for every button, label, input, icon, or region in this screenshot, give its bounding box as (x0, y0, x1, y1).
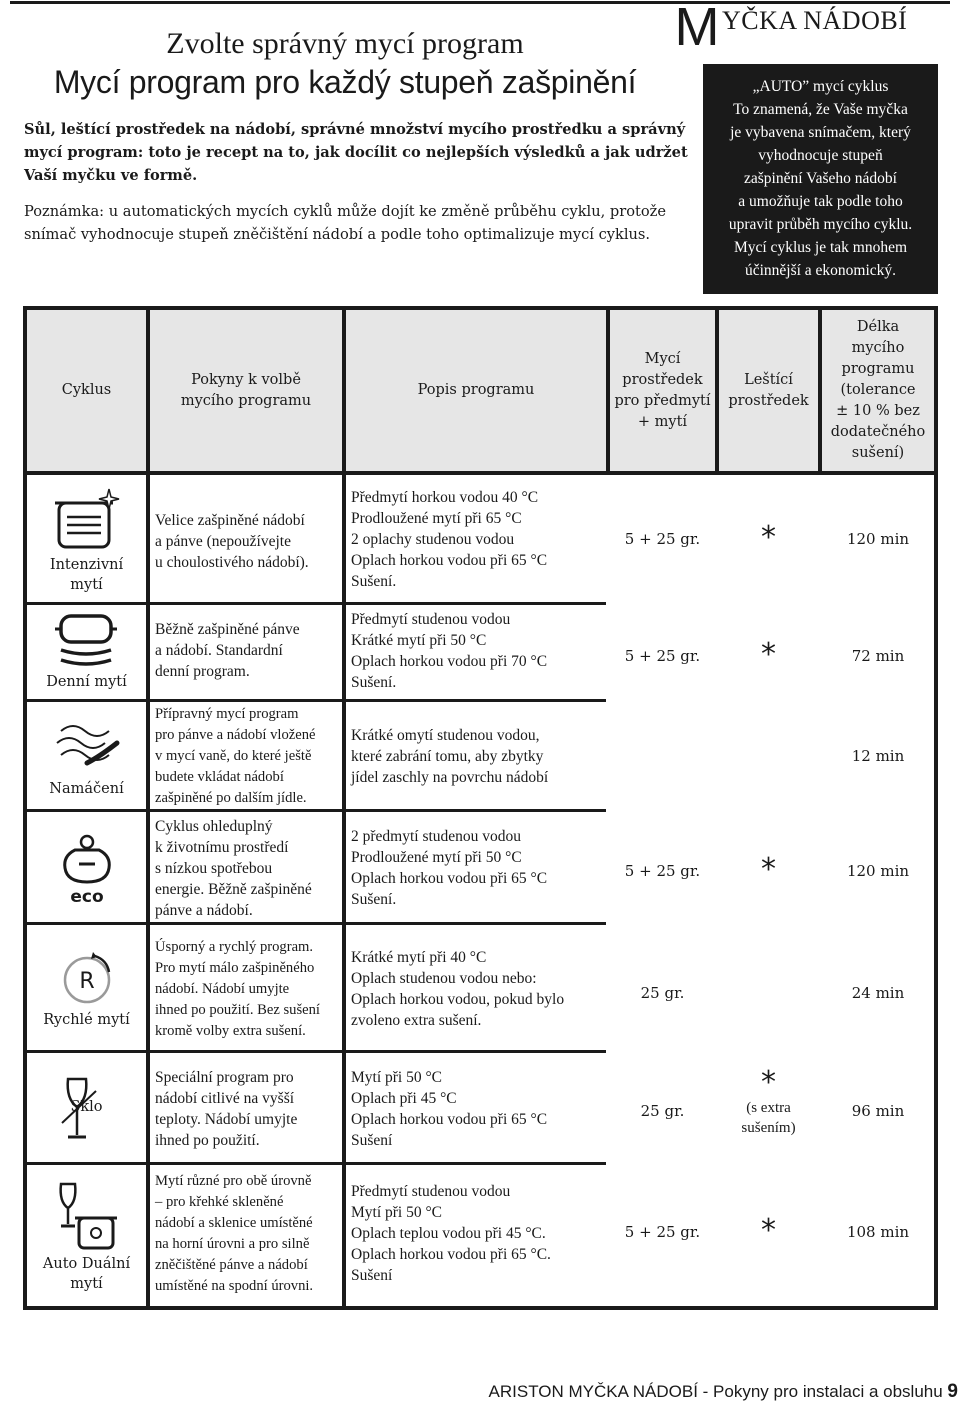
rinse-aid-note: (s extra sušením) (741, 1100, 796, 1136)
page-number: 9 (947, 1381, 958, 1402)
auto-box-line: účinnější a ekonomický. (744, 262, 897, 279)
header-description: Popis programu (346, 310, 606, 471)
svg-text:eco: eco (69, 887, 104, 904)
cycle-name: Auto Duální mytí (42, 1255, 131, 1292)
page-footer (489, 1381, 958, 1403)
note-paragraph: Poznámka: u automatických mycích cyklů může dojít ke změně průběhu cyklu, protože snímač vyhodnocuje stupeň zněčištění nádobí a podle toho optimalizuje mycí cyklus. (24, 203, 666, 243)
row-description: Předmytí horkou vodou 40 °C Prodloužené mytí při 65 °C 2 oplachy studenou vodou Oplach horkou vodou při 65 °C Sušení. (346, 477, 606, 602)
page-subtitle: Mycí program pro každý stupeň zašpinění (53, 64, 637, 100)
auto-box-line: upravit průběh mycího cyklu. (728, 216, 913, 233)
eco-icon (57, 830, 117, 904)
auto-box-line: je vybavena snímačem, který (730, 124, 911, 141)
table-row (27, 477, 146, 602)
row-duration: 108 min (822, 1218, 934, 1246)
intro-paragraph: Sůl, leštící prostředek na nádobí, správné množství mycího prostředku a správný mycí program: toto je recept na to, jak docílit co nejlepších výsledků a jak udržet Vaší myčku ve formě. (24, 121, 688, 184)
header-cycle: Cyklus (27, 310, 146, 471)
header-instructions: Pokyny k volbě mycího programu (150, 310, 342, 471)
row-detergent: 5 + 25 gr. (610, 1218, 715, 1246)
daily-dish-icon (49, 612, 125, 672)
auto-box-line: To znamená, že Vaše myčka (733, 101, 908, 118)
row-description: Předmytí studenou vodou Krátké mytí při 50 °C Oplach horkou vodou při 70 °C Sušení. (346, 605, 606, 699)
row-detergent: 5 + 25 gr. (610, 642, 715, 670)
cycle-name: Sklo (70, 1098, 103, 1115)
rapid-r-icon (57, 946, 117, 1010)
row-instructions: Úsporný a rychlý program. Pro mytí málo zašpiněného nádobí. Nádobí umyjte ihned po použití. Bez sušení kromě volby extra sušení. (150, 925, 342, 1050)
page-title: Zvolte správný mycí program (166, 27, 524, 60)
soak-waves-icon (47, 713, 127, 779)
auto-box-line: Mycí cyklus je tak mnohem (733, 239, 908, 256)
row-detergent: 25 gr. (610, 1097, 715, 1125)
table-row (27, 702, 146, 809)
table-row (27, 1053, 146, 1162)
row-duration: 24 min (822, 979, 934, 1007)
auto-box-line: vyhodnocuje stupeň (758, 147, 883, 164)
row-detergent: 5 + 25 gr. (610, 857, 715, 885)
program-table (23, 306, 938, 1310)
cycle-name: Rychlé mytí (43, 1011, 130, 1028)
cycle-name: Intenzivní mytí (49, 556, 124, 593)
table-row (27, 1165, 146, 1306)
row-instructions: Cyklus ohleduplný k životnímu prostředí s nízkou spotřebou energie. Běžně zašpiněné pánve a nádobí. (150, 812, 342, 922)
row-description: Mytí při 50 °C Oplach při 45 °C Oplach horkou vodou při 65 °C Sušení (346, 1053, 606, 1162)
row-duration: 96 min (822, 1097, 934, 1125)
table-row (27, 925, 146, 1050)
auto-dual-icon (47, 1178, 127, 1254)
row-duration: 12 min (822, 742, 934, 770)
cycle-name: Denní mytí (46, 674, 127, 690)
row-description: Krátké omytí studenou vodou, které zabrání tomu, aby zbytky jídel zaschly na povrchu nádobí (346, 702, 606, 809)
row-duration: 120 min (822, 525, 934, 553)
rinse-aid-star: * (719, 640, 818, 670)
rinse-aid-cell (719, 1065, 818, 1148)
table-row (27, 812, 146, 922)
table-row (27, 605, 146, 699)
rinse-aid-star: * (761, 1065, 776, 1100)
rinse-aid-star: * (719, 523, 818, 553)
auto-box-line: a umožňuje tak podle toho (738, 193, 903, 210)
auto-box-line: zašpinění Vašeho nádobí (744, 170, 897, 187)
row-instructions: Speciální program pro nádobí citlivé na vyšší teploty. Nádobí umyjte ihned po použití. (150, 1053, 342, 1162)
header-rinse-aid: Leštící prostředek (719, 310, 818, 471)
row-instructions: Mytí různé pro obě úrovně – pro křehké skleněné nádobí a sklenice umístěné na horní úrovni a pro silně zněčištěné pánve a nádobí umístěné na spodní úrovni. (150, 1165, 342, 1306)
header-duration: Délka mycího programu (tolerance ± 10 % bez dodatečného sušení) (822, 310, 934, 471)
row-instructions: Běžně zašpiněné pánve a nádobí. Standardní denní program. (150, 605, 342, 699)
auto-box-line: „AUTO” mycí cyklus (752, 78, 889, 95)
brand-initial: M (674, 0, 720, 57)
row-detergent: 25 gr. (610, 979, 715, 1007)
rinse-aid-star: * (719, 855, 818, 885)
cycle-name: Namáčení (49, 780, 124, 797)
intensive-pot-icon (47, 485, 127, 555)
row-description: Krátké mytí při 40 °C Oplach studenou vodou nebo: Oplach horkou vodou, pokud bylo zvoleno extra sušení. (346, 925, 606, 1050)
row-instructions: Velice zašpiněné nádobí a pánve (nepoužívejte u choulostivého nádobí). (150, 477, 342, 602)
rinse-aid-star: * (719, 1216, 818, 1246)
auto-cycle-box (703, 64, 938, 294)
row-duration: 120 min (822, 857, 934, 885)
brand-title: YČKA NÁDOBÍ (722, 6, 908, 35)
row-detergent: 5 + 25 gr. (610, 525, 715, 553)
row-duration: 72 min (822, 642, 934, 670)
row-instructions: Přípravný mycí program pro pánve a nádobí vložené v mycí vaně, do které ještě budete vkládat nádobí zašpiněné po dalším jídle. (150, 702, 342, 809)
footer-text: ARISTON MYČKA NÁDOBÍ - Pokyny pro instalaci a obsluhu (488, 1382, 943, 1401)
row-description: Předmytí studenou vodou Mytí při 50 °C Oplach teplou vodou při 45 °C. Oplach horkou vodou při 65 °C. Sušení (346, 1165, 606, 1306)
top-rule (10, 1, 950, 4)
header-detergent: Mycí prostředek pro předmytí + mytí (610, 310, 715, 471)
svg-text:R: R (78, 968, 95, 994)
row-description: 2 předmytí studenou vodou Prodloužené mytí při 50 °C Oplach horkou vodou při 65 °C Sušení. (346, 812, 606, 922)
